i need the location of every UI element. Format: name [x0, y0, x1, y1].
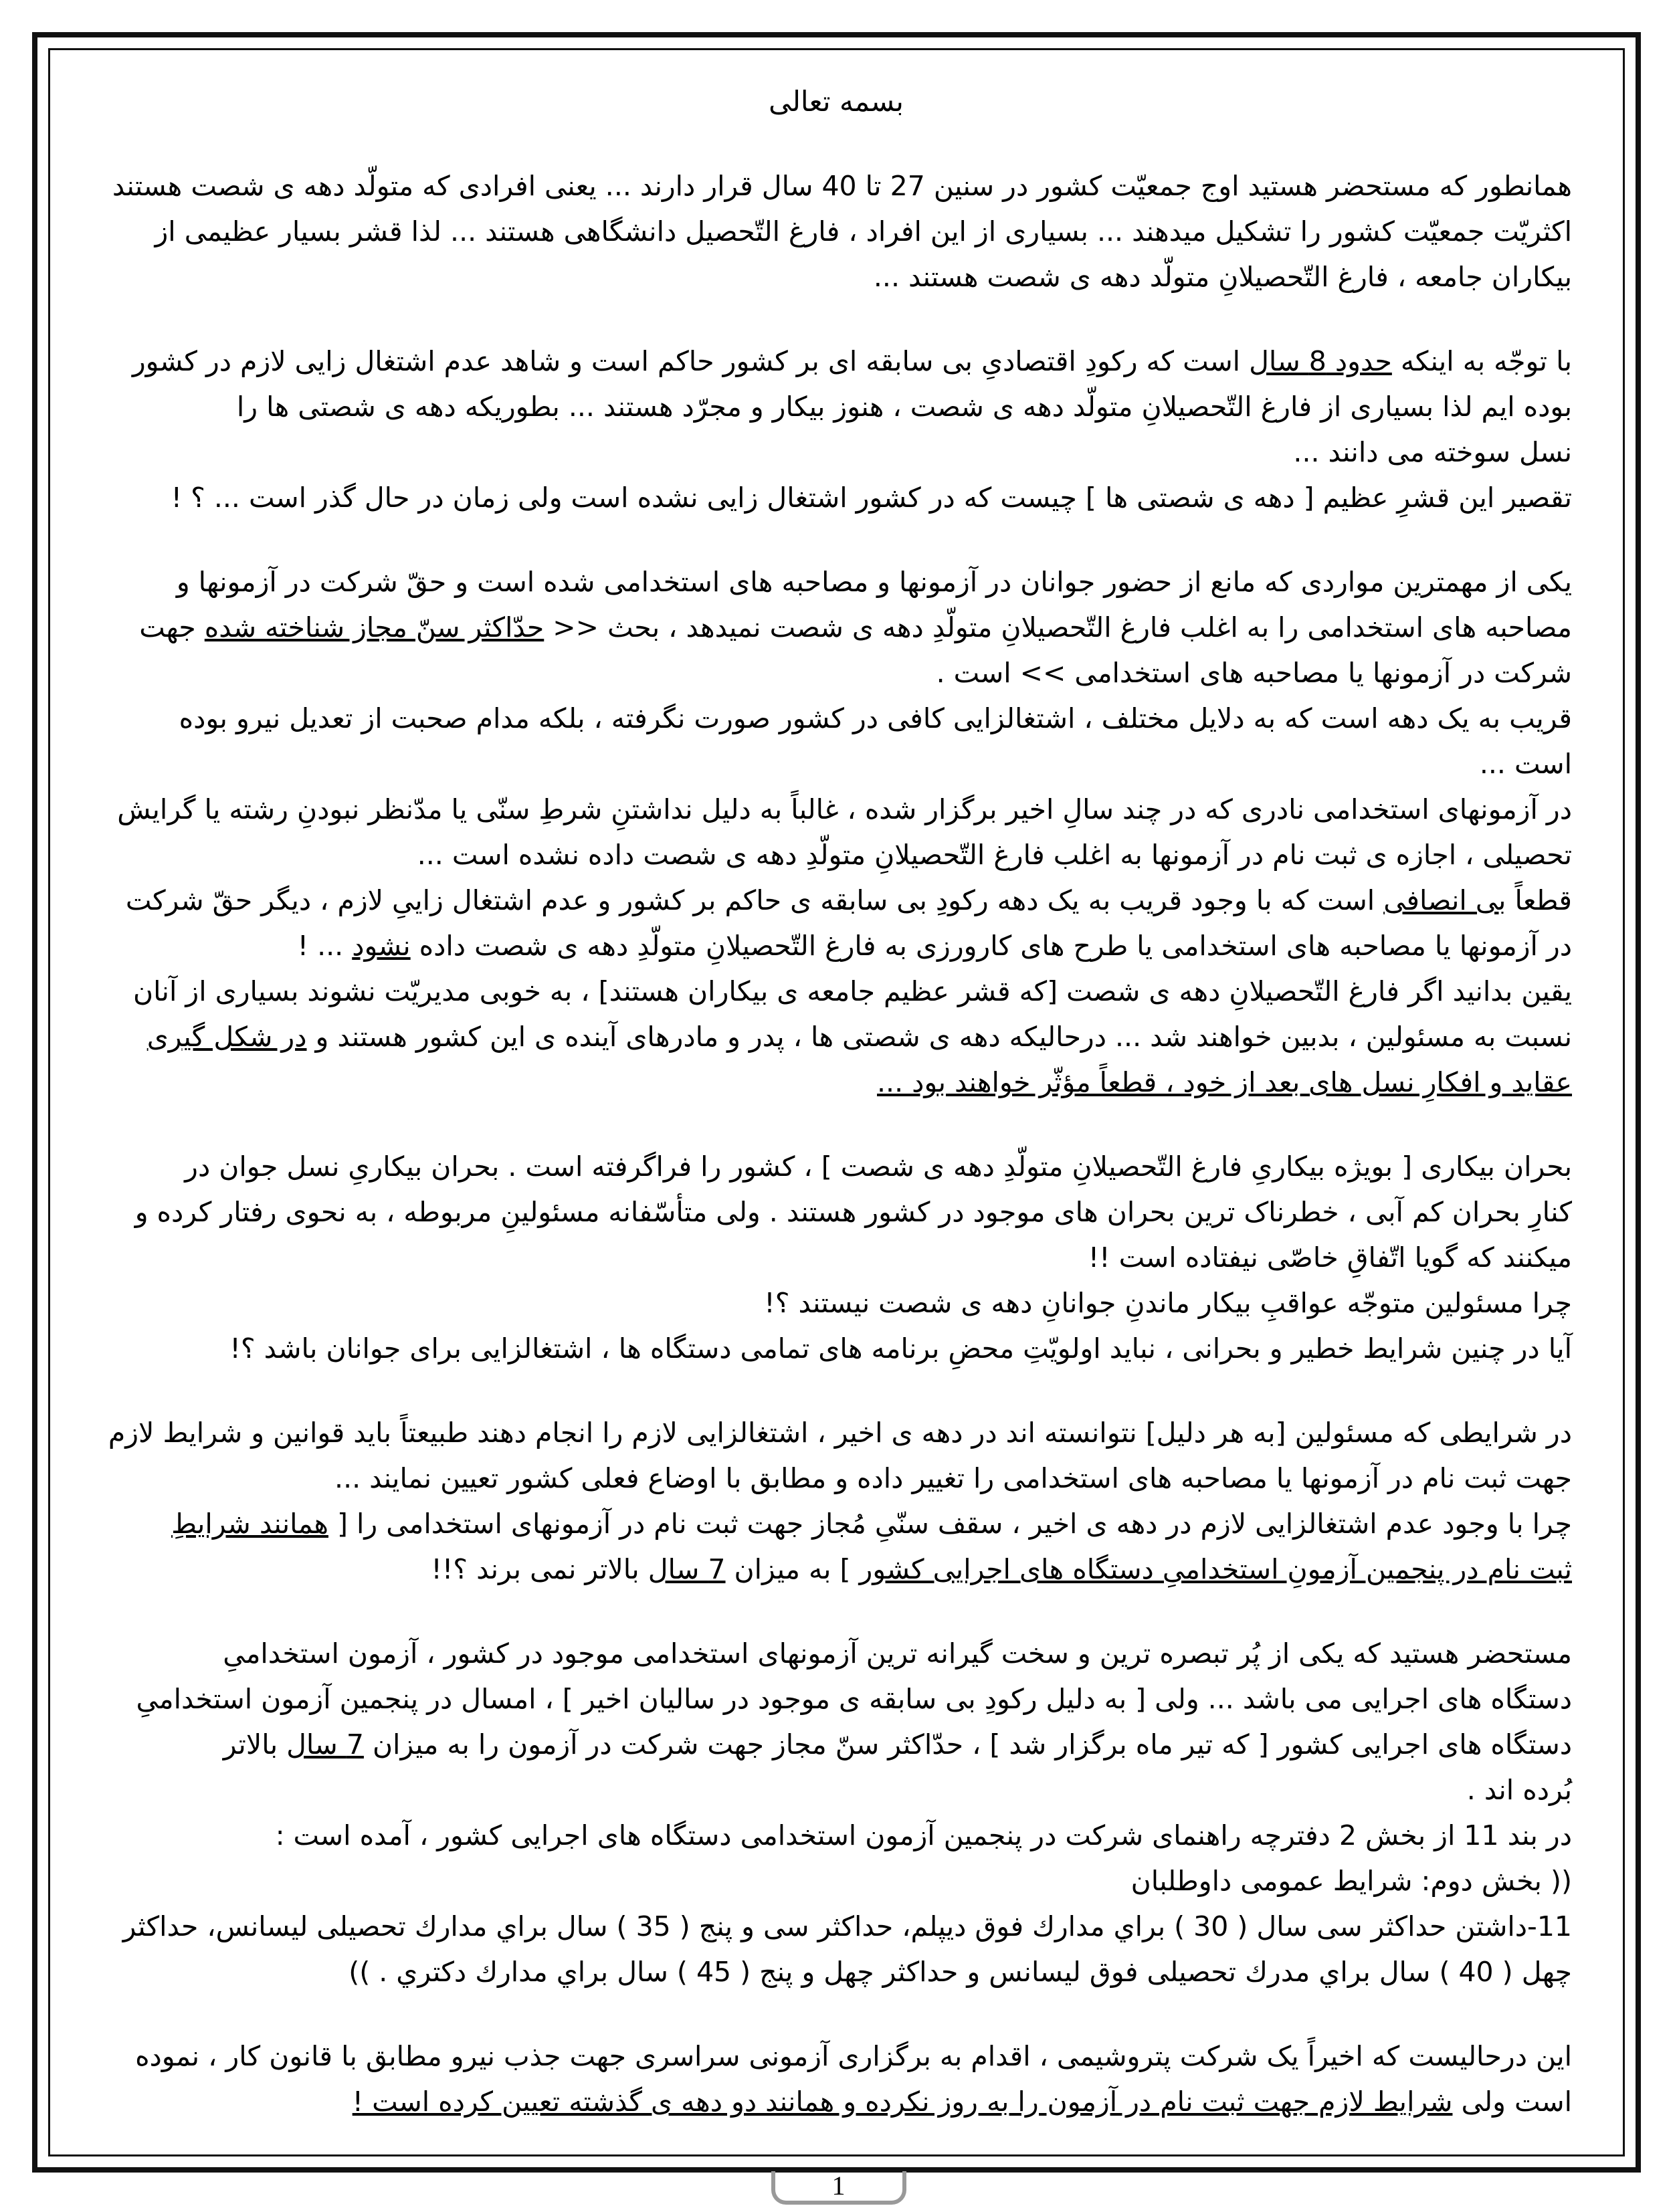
paragraph-line [100, 2079, 1572, 2124]
paragraph-line: یقین بدانید اگر فارغ التّحصیلانِ دهه ی شصت [که قشر عظیم جامعه ی بیکاران هستند] ، به خوبی مدیریّت نشوند بسیاری از آنان [132, 975, 1572, 1007]
paragraph-line: همانطور که مستحضر هستید اوج جمعیّت کشور در سنین 27 تا 40 سال قرار دارند ... یعنی افرادی که متولّد دهه ی شصت هستند [112, 170, 1572, 202]
paragraph-line: مستحضر هستید که یکی از پُر تبصره ترین و سخت گیرانه ترین آزمونهای استخدامی موجود در کشور ، آزمون استخدامیِ [223, 1637, 1572, 1670]
underlined-text: در شکل گیری [146, 1021, 307, 1053]
paragraph-line: بحران بیکاری [ بویژه بیکاریِ فارغ التّحصیلانِ متولّدِ دهه ی شصت ] ، کشور را فراگرفته است . بحران بیکاریِ نسل جوان در [185, 1150, 1572, 1183]
underlined-text: همانند شرایطِ [171, 1508, 328, 1540]
paragraph-line: (( بخش دوم: شرایط عمومی داوطلبان [1130, 1865, 1572, 1897]
underlined-text: 7 سال [286, 1728, 364, 1761]
paragraph-7 [100, 2033, 1572, 2124]
paragraph-line [100, 878, 1572, 923]
paragraph-line: شرکت در آزمونها یا مصاحبه های استخدامی >> است . [936, 657, 1572, 689]
paragraph-line [100, 338, 1572, 384]
page-number: 1 [771, 2171, 906, 2205]
underlined-text: حدود 8 سال [1249, 345, 1392, 377]
page-footer [0, 2171, 1677, 2212]
paragraph-line [100, 923, 1572, 969]
paragraph-line: در شرایطی که مسئولین [به هر دلیل] نتوانسته اند در دهه ی اخیر ، اشتغالزایی لازم را انجام دهند طبیعتاً باید قوانین و شرایط لازم [108, 1417, 1572, 1449]
underlined-text: حدّاکثر سنّ مجاز شناخته شده [204, 611, 545, 643]
paragraph-line: 11-داشتن حداكثر سی سال ( 30 ) براي مدارك فوق ديپلم، حداكثر سی و پنج ( 35 ) سال براي مدارك تحصيلی ليسانس، حداكثر [122, 1910, 1572, 1942]
text-run: قطعاً [1506, 884, 1572, 916]
paragraph-line [100, 1546, 1572, 1592]
underlined-text: ثبت نام در پنجمین آزمونِ استخدامیِ دستگاه های اجرایی کشور [859, 1553, 1572, 1585]
underlined-text: بی انصافی [1383, 884, 1506, 916]
paragraph-line: یکی از مهمترین مواردی که مانع از حضور جوانان در آزمونها و مصاحبه های استخدامی شده است و حقّ شرکت در آزمونها و [176, 566, 1572, 598]
paragraph-line: تحصیلی ، اجازه ی ثبت نام در آزمونها به اغلب فارغ التّحصیلانِ متولّدِ دهه ی شصت داده نشده است ... [417, 839, 1572, 871]
text-run: دستگاه های اجرایی کشور [ که تیر ماه برگزار شد ] ، حدّاکثر سنّ مجاز جهت شرکت در آزمون را به میزان [363, 1728, 1572, 1761]
paragraph-3 [100, 559, 1572, 1105]
paragraph-line: است ... [1479, 748, 1572, 780]
paragraph-line: چرا مسئولین متوجّه عواقبِ بیکار ماندنِ جوانانِ دهه ی شصت نیستند ؟! [764, 1287, 1572, 1319]
paragraph-6 [100, 1631, 1572, 1995]
paragraph-line: این درحالیست که اخیراً یک شرکت پتروشیمی ، اقدام به برگزاری آزمونی سراسری جهت جذب نیرو مطابق با قانون کار ، نموده [135, 2040, 1572, 2072]
underlined-text: 7 سال [648, 1553, 726, 1585]
paragraph-line: جهت ثبت نام در آزمونها یا مصاحبه های استخدامی را تغییر داده و مطابق با اوضاع فعلی کشور تعیین نمایند ... [334, 1462, 1572, 1494]
paragraph-1 [100, 163, 1572, 300]
paragraph-line [100, 1014, 1572, 1060]
text-run: ] به میزان [725, 1553, 860, 1585]
paragraph-line [100, 1722, 1572, 1767]
paragraph-line: قریب به یک دهه است که به دلایل مختلف ، اشتغالزایی کافی در کشور صورت نگرفته ، بلکه مدام صحبت از تعدیل نیرو بوده [179, 702, 1572, 734]
text-run: مصاحبه های استخدامی را به اغلب فارغ التّحصیلانِ متولّدِ دهه ی شصت نمیدهد ، بحث << [544, 611, 1572, 643]
text-run: جهت [139, 611, 205, 643]
text-run: بالاتر [223, 1728, 287, 1761]
paragraph-line: نسل سوخته می دانند ... [1293, 436, 1572, 468]
underlined-text: نشود [352, 930, 411, 962]
underlined-text: عقاید و افکارِ نسل های بعد از خود ، قطعاً مؤثّر خواهند بود ... [877, 1066, 1572, 1098]
paragraph-line: در بند 11 از بخش 2 دفترچه راهنمای شرکت در پنجمین آزمون استخدامی دستگاه های اجرایی کشور ، آمده است : [275, 1819, 1572, 1851]
paragraph-line: در آزمونهای استخدامی نادری که در چند سالِ اخیر برگزار شده ، غالباً به دلیل نداشتنِ شرطِ سنّی یا مدّنظر نبودنِ رشته یا گرایش [117, 793, 1572, 825]
paragraph-5 [100, 1410, 1572, 1592]
document-title: بسمه تعالی [769, 85, 904, 118]
text-run: است که رکودِ اقتصادیِ بی سابقه ای بر کشور حاکم است و شاهد عدم اشتغال زایی لازم در کشور [132, 345, 1250, 377]
text-run: با توجّه به اینکه [1391, 345, 1572, 377]
underlined-text: شرایط لازم جهت ثبت نام در آزمون را به روز نکرده و همانند دو دهه ی گذشته تعیین کرده است ! [352, 2086, 1453, 2118]
paragraph-line: کنارِ بحران کم آبی ، خطرناک ترین بحران های موجود در کشور هستند . ولی متأسّفانه مسئولینِ مربوطه ، به نحوی رفتار کرده و [134, 1196, 1572, 1228]
text-run: بالاتر نمی برند ؟!! [431, 1553, 648, 1585]
document-body [100, 79, 1572, 2124]
paragraph-line: بیکاران جامعه ، فارغ التّحصیلانِ متولّد دهه ی شصت هستند ... [873, 261, 1572, 293]
paragraph-2 [100, 338, 1572, 520]
text-run: در آزمونها یا مصاحبه های استخدامی یا طرح های کارورزی به فارغ التّحصیلانِ متولّدِ دهه ی شصت داده [410, 930, 1572, 962]
paragraph-line: بوده ایم لذا بسیاری از فارغ التّحصیلانِ متولّد دهه ی شصت ، هنوز بیکار و مجرّد هستند ... بطوریکه دهه ی شصتی ها را [236, 391, 1572, 423]
text-run: نسبت به مسئولین ، بدبین خواهند شد ... درحالیکه دهه ی شصتی ها ، پدر و مادرهای آینده ی این کشور هستند و [306, 1021, 1572, 1053]
paragraph-line: اکثریّت جمعیّت کشور را تشکیل میدهند ... بسیاری از این افراد ، فارغ التّحصیل دانشگاهی هستند ... لذا قشر بسیار عظیمی از [155, 215, 1572, 247]
paragraph-line [100, 1501, 1572, 1546]
paragraph-line: چهل ( 40 ) سال براي مدرك تحصيلی فوق ليسانس و حداكثر چهل و پنج ( 45 ) سال براي مدارك دكتري . )) [349, 1956, 1572, 1988]
text-run: چرا با وجود عدم اشتغالزایی لازم در دهه ی اخیر ، سقف سنّیِ مُجاز جهت ثبت نام در آزمونهای استخدامی را [ [328, 1508, 1572, 1540]
paragraph-line: میکنند که گویا اتّفاقِ خاصّی نیفتاده است !! [1088, 1241, 1572, 1274]
paragraph-line: بُرده اند . [1466, 1774, 1572, 1806]
paragraph-line [100, 605, 1572, 650]
paragraph-line: دستگاه های اجرایی می باشد ... ولی [ به دلیل رکودِ بی سابقه ی موجود در سالیان اخیر ] ، امسال در پنجمین آزمون استخدامیِ [136, 1683, 1572, 1715]
paragraph-4 [100, 1144, 1572, 1371]
paragraph-line: تقصیر این قشرِ عظیم [ دهه ی شصتی ها ] چیست که در کشور اشتغال زایی نشده است ولی زمان در حال گذر است ... ؟ ! [171, 482, 1572, 514]
paragraph-line: آیا در چنین شرایط خطیر و بحرانی ، نباید اولویّتِ محضِ برنامه های تمامی دستگاه ها ، اشتغالزایی برای جوانان باشد ؟! [229, 1332, 1572, 1365]
paragraph-line [100, 1060, 1572, 1105]
text-run: است که با وجود قریب به یک دهه رکودِ بی سابقه ی حاکم بر کشور و عدم اشتغال زاییِ لازم ، دیگر حقّ شرکت [125, 884, 1384, 916]
text-run: است ولی [1452, 2086, 1572, 2118]
text-run: ... ! [297, 930, 353, 962]
